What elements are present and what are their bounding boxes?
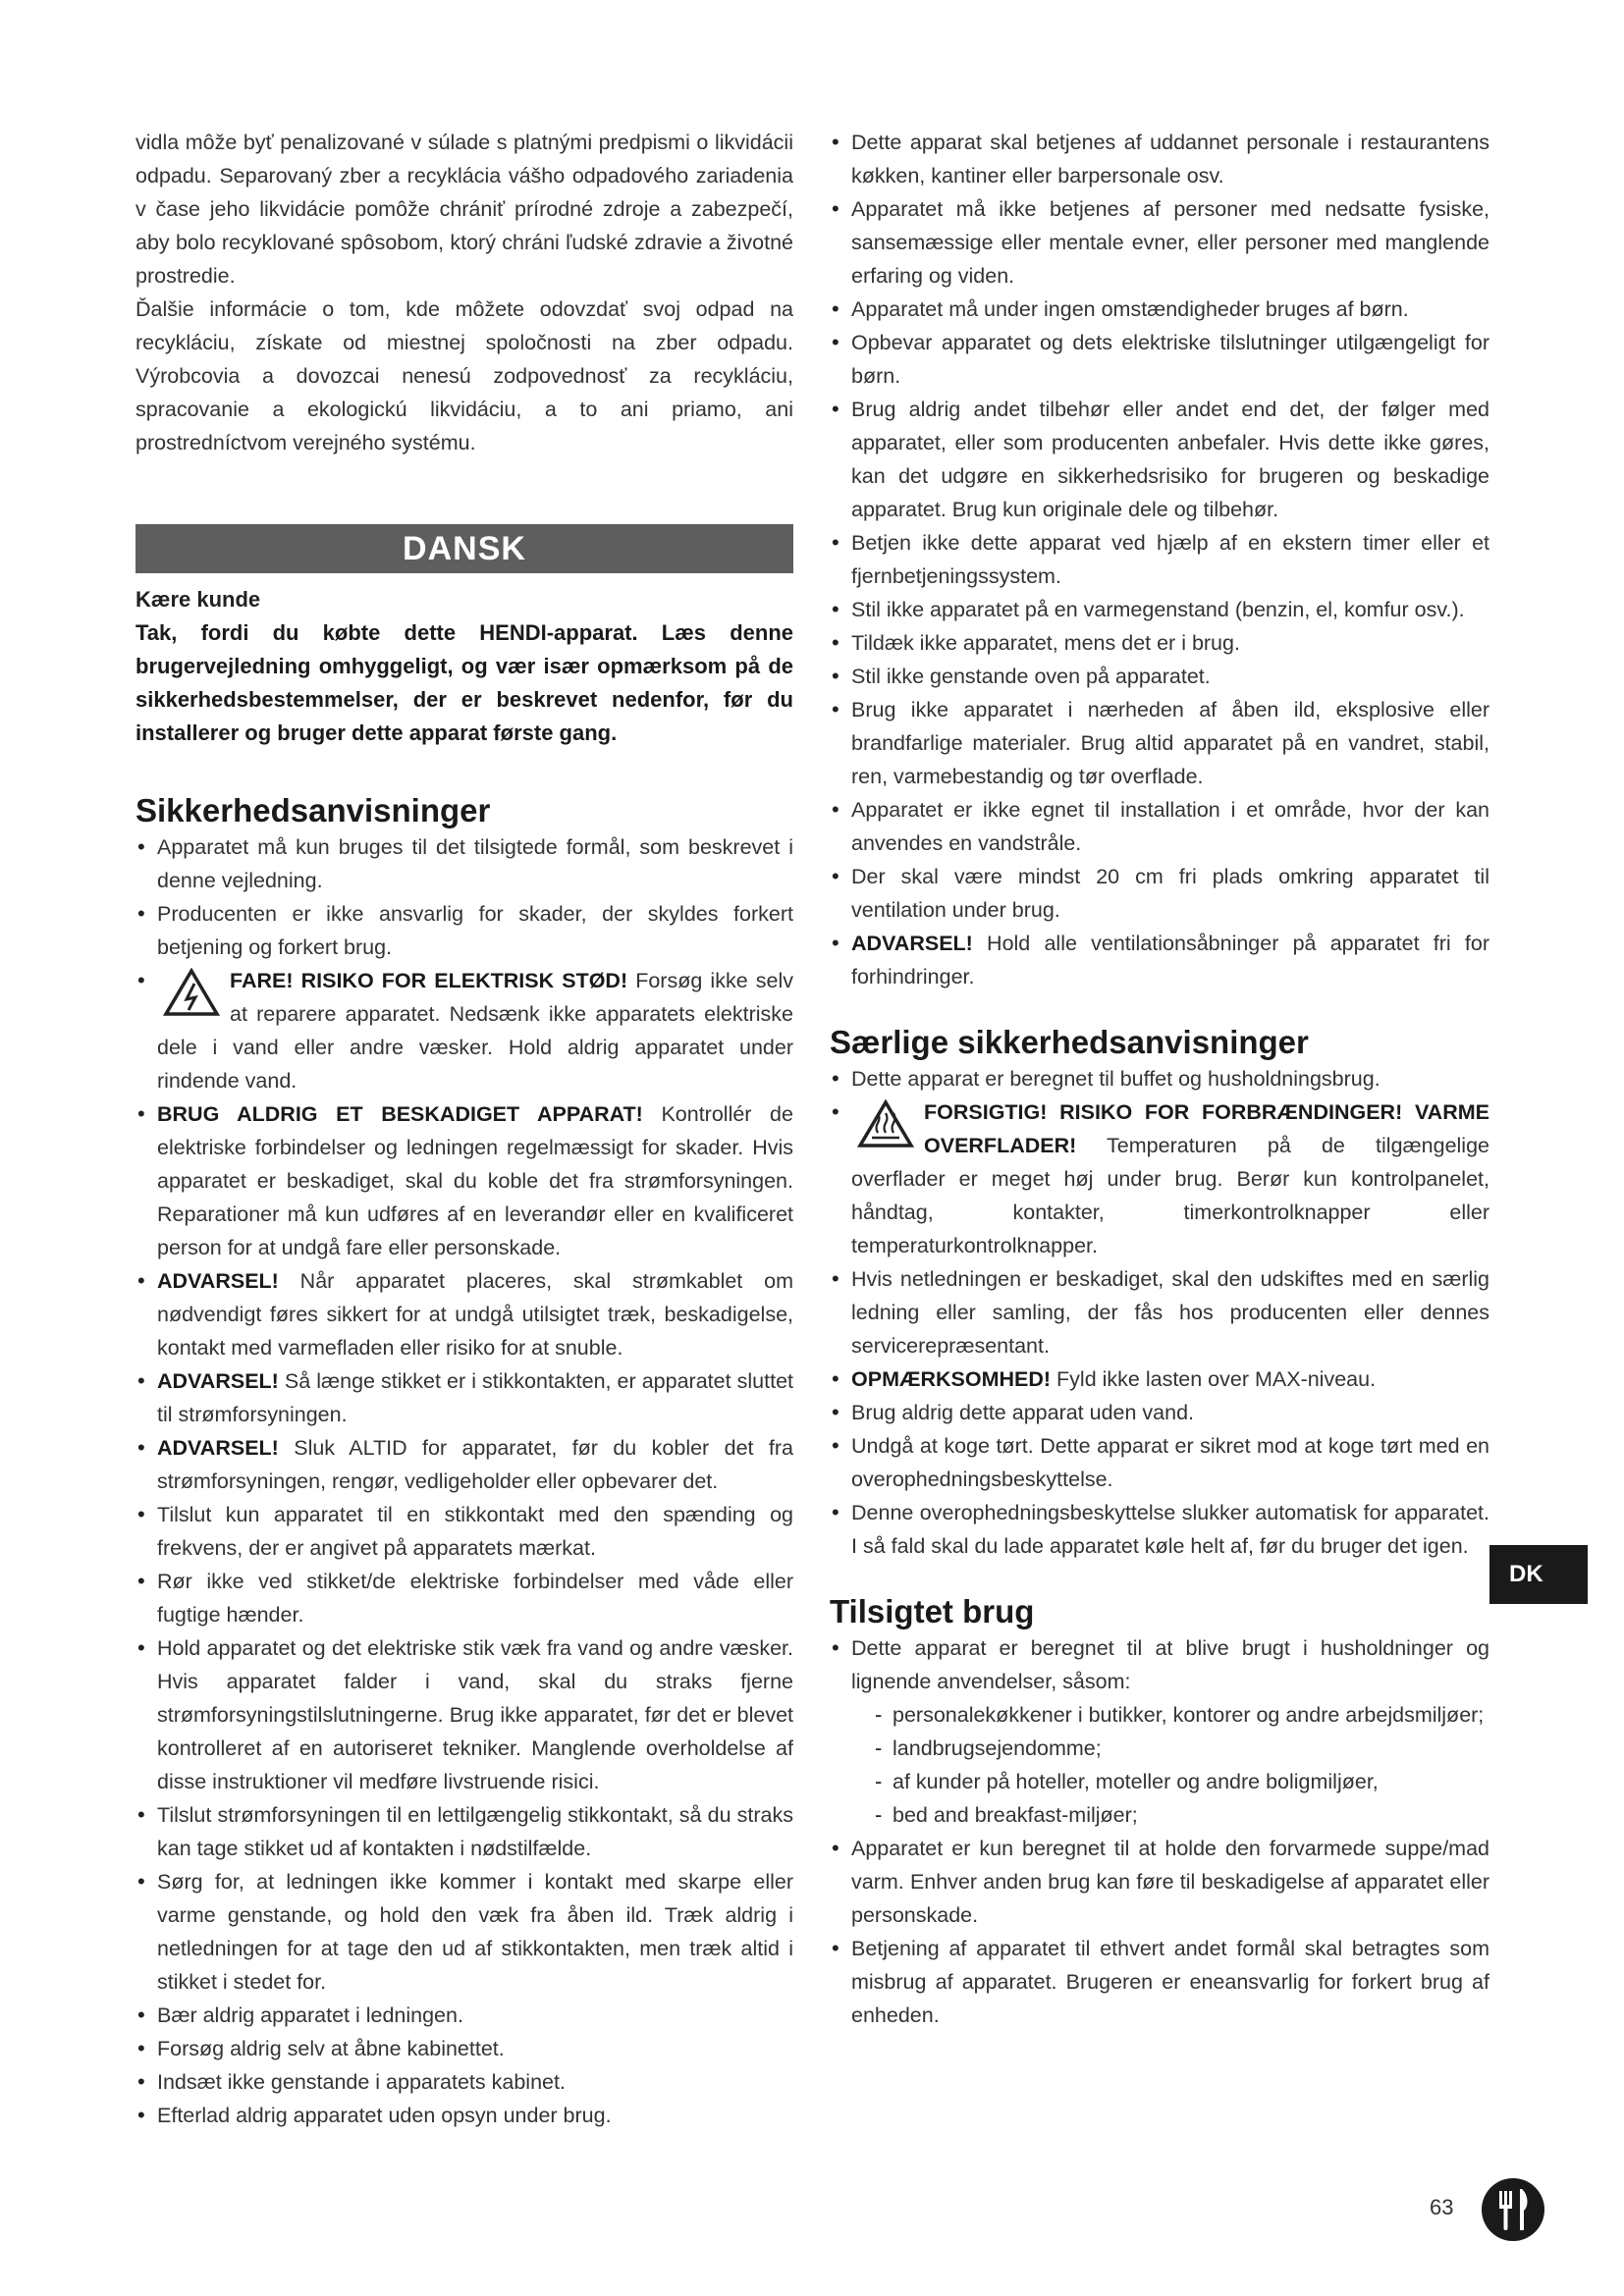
list-item: • Apparatet er kun beregnet til at holde den forvarmede suppe/mad varm. Enhver anden brug kan føre til beskadigelse af apparatet eller personskade. (830, 1832, 1489, 1932)
list-item: • Denne overophedningsbeskyttelse slukker automatisk for apparatet. I så fald skal du lade apparatet køle helt af, før du bruger det igen. (830, 1496, 1489, 1563)
safety-list (135, 830, 793, 2132)
list-item: • FARE! RISIKO FOR ELEKTRISK STØD! Forsøg ikke selv at reparere apparatet. Nedsænk ikke apparatets elektriske dele i vand eller andre væsker. Hold aldrig apparatet under rindende vand. (135, 964, 793, 1097)
intended-use-heading: Tilsigtet brug (830, 1593, 1035, 1629)
list-item: • Apparatet må ikke betjenes af personer med nedsatte fysiske, sansemæssige eller mentale evner, eller personer med manglende erfaring og viden. (830, 192, 1489, 293)
list-item: • ADVARSEL! Sluk ALTID for apparatet, før du kobler det fra strømforsyningen, rengør, vedligeholder eller opbevarer det. (135, 1431, 793, 1498)
list-item: • Stil ikke genstande oven på apparatet. (830, 660, 1489, 693)
list-item: • Stil ikke apparatet på en varmegenstand (benzin, el, komfur osv.). (830, 593, 1489, 626)
list-item: • Tilslut kun apparatet til en stikkontakt med den spænding og frekvens, der er angivet på apparatets mærkat. (135, 1498, 793, 1565)
list-item: • ADVARSEL! Så længe stikket er i stikkontakten, er apparatet sluttet til strømforsyningen. (135, 1364, 793, 1431)
cutlery-logo-icon (1481, 2177, 1545, 2242)
safety-heading: Sikkerhedsanvisninger (135, 792, 491, 828)
sub-list-item: - af kunder på hoteller, moteller og andre boligmiljøer, (851, 1765, 1489, 1798)
list-item: • Apparatet må under ingen omstændigheder bruges af børn. (830, 293, 1489, 326)
page-number: 63 (1430, 2195, 1454, 2219)
list-item: • Dette apparat er beregnet til at blive brugt i husholdninger og lignende anvendelser, såsom: - personalekøkkener i butikker, kontorer og andre arbejdsmiljøer; - landbrugsejendomme; - af kunder på hoteller, moteller og andre boligmiljøer, - bed and breakfast-miljøer; (830, 1631, 1489, 1832)
list-item: • FORSIGTIG! RISIKO FOR FORBRÆNDINGER! VARME OVERFLADER! Temperaturen på de tilgængelige overflader er meget høj under brug. Berør kun kontrolpanelet, håndtag, kontakter, timerkontrolknapper eller temperaturkontrolknapper. (830, 1095, 1489, 1262)
list-item: • Hold apparatet og det elektriske stik væk fra vand og andre væsker. Hvis apparatet falder i vand, skal du straks fjerne strømforsyningstilslutningerne. Brug ikke apparatet, før det er blevet kontrolleret af en autoriseret tekniker. Manglende overholdelse af disse instruktioner vil medføre livstruende risici. (135, 1631, 793, 1798)
greeting: Kære kunde (135, 587, 261, 612)
list-item: • ADVARSEL! Hold alle ventilationsåbninger på apparatet fri for forhindringer. (830, 927, 1489, 993)
list-item: • Der skal være mindst 20 cm fri plads omkring apparatet til ventilation under brug. (830, 860, 1489, 927)
list-item: • Efterlad aldrig apparatet uden opsyn under brug. (135, 2099, 793, 2132)
list-item: • Dette apparat er beregnet til buffet og husholdningsbrug. (830, 1062, 1489, 1095)
list-item: • Tilslut strømforsyningen til en lettilgængelig stikkontakt, så du straks kan tage stikket ud af kontakten i nødstilfælde. (135, 1798, 793, 1865)
right-column (830, 126, 1489, 2032)
list-item: • Tildæk ikke apparatet, mens det er i brug. (830, 626, 1489, 660)
list-item: • ADVARSEL! Når apparatet placeres, skal strømkablet om nødvendigt føres sikkert for at undgå utilsigtet træk, beskadigelse, kontakt med varmefladen eller risiko for at snuble. (135, 1264, 793, 1364)
list-item: • BRUG ALDRIG ET BESKADIGET APPARAT! Kontrollér de elektriske forbindelser og ledningen regelmæssigt for skader. Hvis apparatet er beskadiget, skal du koble det fra strømforsyningen. Reparationer må kun udføres af en leverandør eller en kvalificeret person for at undgå fare eller personskade. (135, 1097, 793, 1264)
language-title-bar: DANSK (135, 524, 793, 573)
list-item: • Rør ikke ved stikket/de elektriske forbindelser med våde eller fugtige hænder. (135, 1565, 793, 1631)
intro-paragraph: Tak, fordi du købte dette HENDI-apparat. Læs denne brugervejledning omhyggeligt, og vær især opmærksom på de sikkerhedsbestemmelser, der er beskrevet nedenfor, før du installerer og bruger dette apparat første gang. (135, 620, 793, 745)
language-tab: DK (1489, 1545, 1588, 1604)
safety-list-continued (830, 126, 1489, 993)
list-item: • Dette apparat skal betjenes af uddannet personale i restaurantens køkken, kantiner eller barpersonale osv. (830, 126, 1489, 192)
list-item: • Apparatet er ikke egnet til installation i et område, hvor der kan anvendes en vandstråle. (830, 793, 1489, 860)
slovak-paragraph-1: vidla môže byť penalizované v súlade s platnými predpismi o likvidácii odpadu. Separovaný zber a recyklácia vášho odpadového zariadenia v čase jeho likvidácie pomôže chrániť prírodné zdroje a zabezpečí, aby bolo recyklované spôsobom, ktorý chráni ľudské zdravie a životné prostredie. (135, 131, 793, 288)
special-safety-heading: Særlige sikkerhedsanvisninger (830, 1024, 1309, 1060)
left-column (135, 126, 793, 2132)
list-item: • Betjen ikke dette apparat ved hjælp af en ekstern timer eller et fjernbetjeningssystem. (830, 526, 1489, 593)
sub-list (851, 1698, 1489, 1832)
list-item: • Bær aldrig apparatet i ledningen. (135, 1999, 793, 2032)
list-item: • Sørg for, at ledningen ikke kommer i kontakt med skarpe eller varme genstande, og hold den væk fra åben ild. Træk aldrig i netledningen for at tage den ud af stikkontakten, men træk altid i stikket i stedet for. (135, 1865, 793, 1999)
list-item: • Producenten er ikke ansvarlig for skader, der skyldes forkert betjening og forkert brug. (135, 897, 793, 964)
sub-list-item: - landbrugsejendomme; (851, 1732, 1489, 1765)
special-safety-list (830, 1062, 1489, 1563)
list-item: • Brug ikke apparatet i nærheden af åben ild, eksplosive eller brandfarlige materialer. Brug altid apparatet på en vandret, stabil, ren, varmebestandig og tør overflade. (830, 693, 1489, 793)
list-item: • Apparatet må kun bruges til det tilsigtede formål, som beskrevet i denne vejledning. (135, 830, 793, 897)
list-item: • OPMÆRKSOMHED! Fyld ikke lasten over MAX-niveau. (830, 1362, 1489, 1396)
list-item: • Undgå at koge tørt. Dette apparat er sikret mod at koge tørt med en overophedningsbeskyttelse. (830, 1429, 1489, 1496)
electric-shock-warning-icon (163, 968, 220, 1017)
list-item: • Hvis netledningen er beskadiget, skal den udskiftes med en særlig ledning eller samling, der fås hos producenten eller dennes servicerepræsentant. (830, 1262, 1489, 1362)
intended-use-list (830, 1631, 1489, 2032)
sub-list-item: - bed and breakfast-miljøer; (851, 1798, 1489, 1832)
slovak-paragraph-2: Ďalšie informácie o tom, kde môžete odovzdať svoj odpad na recykláciu, získate od miestnej spoločnosti na zber odpadu. Výrobcovia a dovozcai nenesú zodpovednosť za recykláciu, spracovanie a ekologickú likvidáciu, a to ani priamo, ani prostredníctvom verejného systému. (135, 297, 793, 454)
list-item: • Brug aldrig dette apparat uden vand. (830, 1396, 1489, 1429)
list-item: • Betjening af apparatet til ethvert andet formål skal betragtes som misbrug af apparatet. Brugeren er eneansvarlig for forkert brug af enheden. (830, 1932, 1489, 2032)
sub-list-item: - personalekøkkener i butikker, kontorer og andre arbejdsmiljøer; (851, 1698, 1489, 1732)
list-item: • Forsøg aldrig selv at åbne kabinettet. (135, 2032, 793, 2065)
hot-surface-warning-icon (857, 1099, 914, 1148)
list-item: • Indsæt ikke genstande i apparatets kabinet. (135, 2065, 793, 2099)
list-item: • Opbevar apparatet og dets elektriske tilslutninger utilgængeligt for børn. (830, 326, 1489, 393)
list-item: • Brug aldrig andet tilbehør eller andet end det, der følger med apparatet, eller som producenten anbefaler. Hvis dette ikke gøres, kan det udgøre en sikkerhedsrisiko for brugeren og beskadige apparatet. Brug kun originale dele og tilbehør. (830, 393, 1489, 526)
